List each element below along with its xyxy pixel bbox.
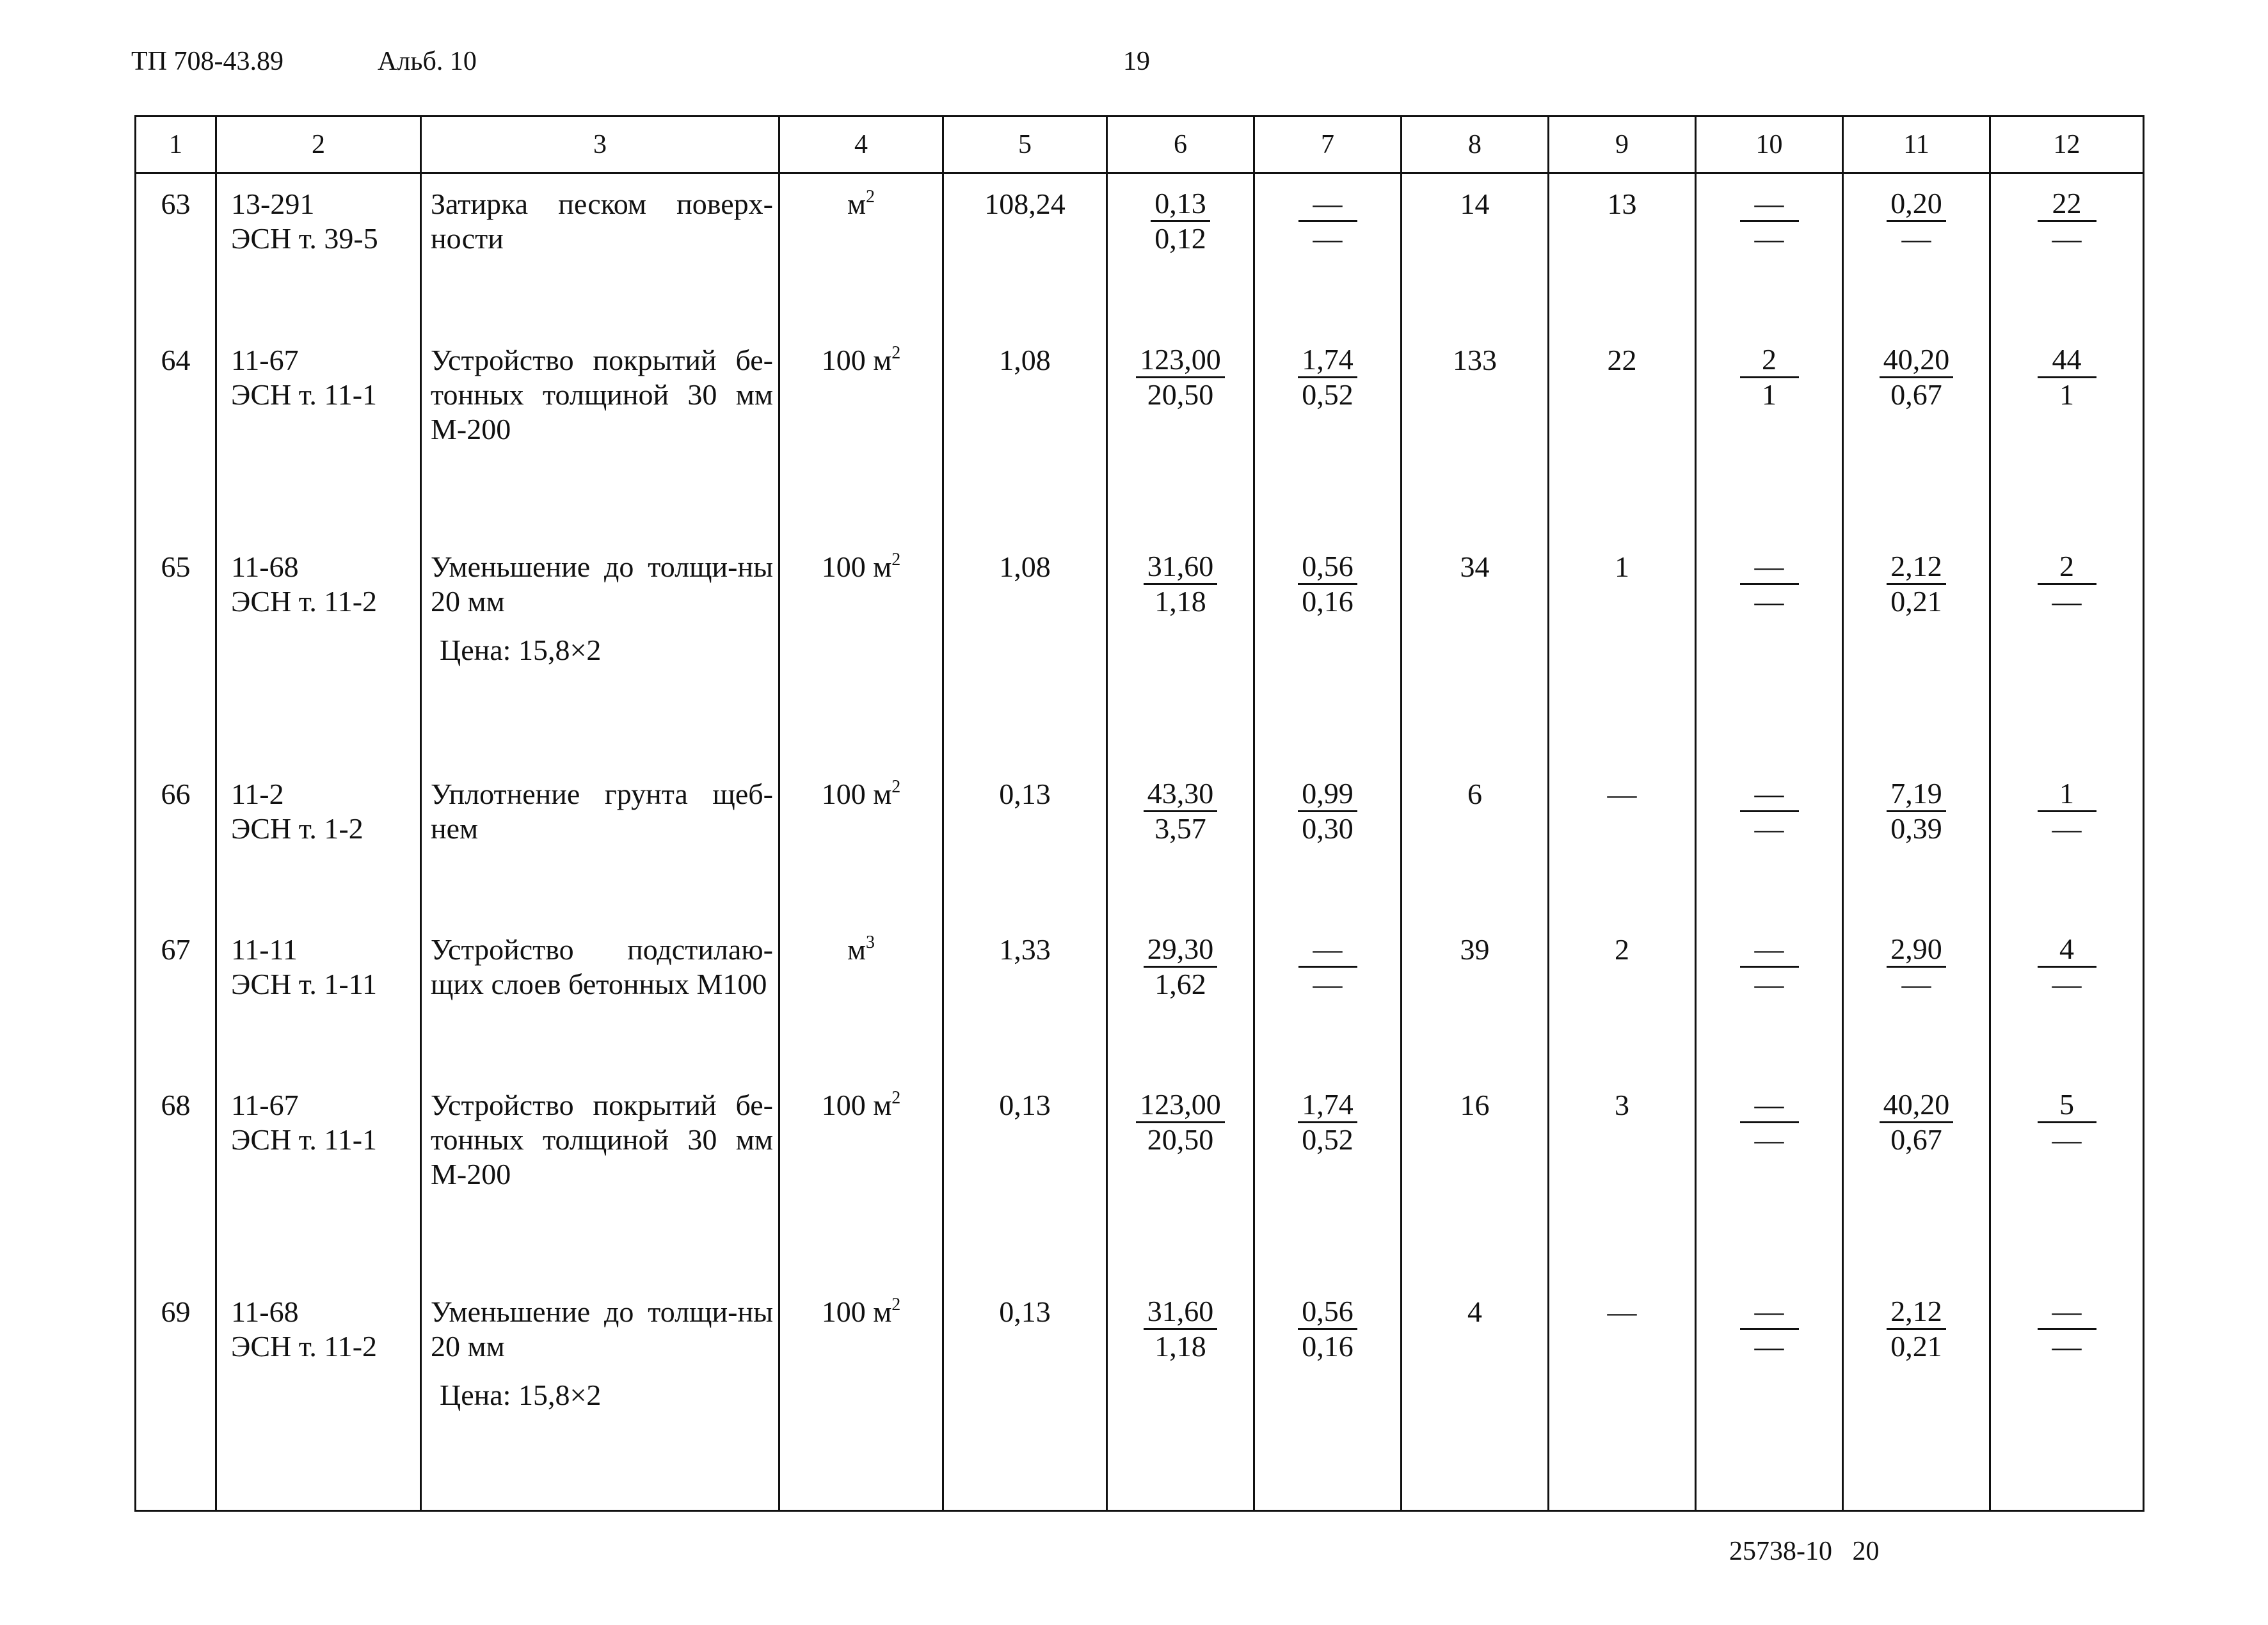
work-description-cell xyxy=(421,1282,779,1509)
page-number: 19 xyxy=(1123,47,1150,76)
fraction-numerator: 7,19 xyxy=(1887,777,1946,812)
work-description: Уплотнение грунта щеб-нем xyxy=(431,778,773,845)
unit: м xyxy=(847,188,866,220)
fraction-numerator: 22 xyxy=(2038,187,2096,222)
unit-exponent: 3 xyxy=(866,932,875,952)
fraction-value xyxy=(1298,343,1357,412)
empty-cell xyxy=(1107,1509,1254,1510)
work-description-cell xyxy=(421,537,779,764)
col9: — xyxy=(1549,764,1696,920)
fraction-denominator: — xyxy=(2052,967,2082,1000)
fraction-numerator: 29,30 xyxy=(1144,933,1218,968)
col10-cell xyxy=(1696,173,1843,330)
empty-cell xyxy=(1402,1509,1549,1510)
quantity: 1,08 xyxy=(943,537,1107,764)
col10-cell xyxy=(1696,1075,1843,1282)
fraction-numerator: — xyxy=(1740,933,1799,968)
fraction-numerator: 1 xyxy=(2038,777,2096,812)
fraction-numerator: — xyxy=(1298,933,1357,968)
fraction-value xyxy=(1740,1088,1799,1157)
col11-cell xyxy=(1843,173,1990,330)
reference-code: 11-67 xyxy=(231,1088,299,1121)
fraction-value xyxy=(1136,1088,1225,1157)
fraction-value xyxy=(1298,187,1357,255)
fraction-denominator: — xyxy=(1901,222,1931,255)
reference-cell xyxy=(216,1282,421,1509)
estimate-table-wrap xyxy=(134,115,2143,1512)
column-header-12: 12 xyxy=(1990,116,2144,173)
fraction-value xyxy=(1151,187,1210,255)
fraction-denominator: 0,16 xyxy=(1302,1329,1354,1363)
fraction-value xyxy=(1144,933,1218,1001)
price-note: Цена: 15,8×2 xyxy=(440,1378,602,1411)
fraction-denominator: — xyxy=(2052,222,2082,255)
empty-cell xyxy=(943,1509,1107,1510)
fraction-numerator: 123,00 xyxy=(1136,1088,1225,1123)
fraction-value xyxy=(1887,187,1946,255)
empty-cell xyxy=(1549,1509,1696,1510)
work-description-cell xyxy=(421,173,779,330)
col7-cell xyxy=(1254,1282,1402,1509)
reference-code: 11-68 xyxy=(231,1295,299,1328)
fraction-numerator: 0,13 xyxy=(1151,187,1210,222)
fraction-value xyxy=(1298,777,1357,845)
fraction-denominator: 0,39 xyxy=(1890,812,1942,845)
col12-cell xyxy=(1990,920,2144,1075)
unit-cell xyxy=(779,1282,943,1509)
reference-cell xyxy=(216,920,421,1075)
col10-cell xyxy=(1696,1282,1843,1509)
fraction-value xyxy=(1880,1088,1954,1157)
fraction-value xyxy=(1887,933,1946,1001)
quantity: 1,08 xyxy=(943,330,1107,537)
row-number: 63 xyxy=(136,173,216,330)
reference-norm: ЭСН т. 11-1 xyxy=(231,378,378,411)
col8: 16 xyxy=(1402,1075,1549,1282)
col11-cell xyxy=(1843,920,1990,1075)
reference-cell xyxy=(216,173,421,330)
quantity: 1,33 xyxy=(943,920,1107,1075)
column-header-9: 9 xyxy=(1549,116,1696,173)
column-header-row xyxy=(136,116,2144,173)
fraction-numerator: 2 xyxy=(1740,343,1799,378)
col6-cell xyxy=(1107,173,1254,330)
fraction-numerator: — xyxy=(1740,187,1799,222)
unit: 100 м xyxy=(821,778,892,811)
empty-cell xyxy=(421,1509,779,1510)
fraction-value xyxy=(2038,550,2096,618)
unit-cell xyxy=(779,920,943,1075)
fraction-value xyxy=(2038,1295,2096,1363)
fraction-value xyxy=(1740,550,1799,618)
fraction-denominator: 1,62 xyxy=(1154,967,1206,1000)
fraction-numerator: 43,30 xyxy=(1144,777,1218,812)
reference-norm: ЭСН т. 11-2 xyxy=(231,584,378,618)
estimate-table xyxy=(134,115,2144,1512)
row-number: 68 xyxy=(136,1075,216,1282)
col6-cell xyxy=(1107,1075,1254,1282)
fraction-numerator: 123,00 xyxy=(1136,343,1225,378)
fraction-value xyxy=(2038,187,2096,255)
reference-norm: ЭСН т. 11-1 xyxy=(231,1123,378,1156)
unit-exponent: 2 xyxy=(891,342,901,363)
unit-exponent: 2 xyxy=(891,777,901,797)
fraction-denominator: 1 xyxy=(2059,378,2074,411)
fraction-numerator: 0,56 xyxy=(1298,1295,1357,1330)
fraction-value xyxy=(2038,343,2096,412)
fraction-numerator: 40,20 xyxy=(1880,1088,1954,1123)
fraction-value xyxy=(1298,933,1357,1001)
reference-code: 11-67 xyxy=(231,343,299,376)
work-description: Уменьшение до толщи-ны 20 мм xyxy=(431,1295,773,1363)
reference-norm: ЭСН т. 1-11 xyxy=(231,967,378,1000)
col10-cell xyxy=(1696,537,1843,764)
work-description-cell xyxy=(421,1075,779,1282)
fraction-value xyxy=(1887,1295,1946,1363)
fraction-value xyxy=(1887,550,1946,618)
fraction-value xyxy=(2038,777,2096,845)
col9: 13 xyxy=(1549,173,1696,330)
reference-cell xyxy=(216,537,421,764)
reference-cell xyxy=(216,1075,421,1282)
empty-cell xyxy=(136,1509,216,1510)
fraction-denominator: 0,21 xyxy=(1890,584,1942,618)
unit-cell xyxy=(779,1075,943,1282)
fraction-numerator: 2,12 xyxy=(1887,1295,1946,1330)
fraction-denominator: 1,18 xyxy=(1154,1329,1206,1363)
fraction-numerator: 1,74 xyxy=(1298,343,1357,378)
work-description: Устройство покрытий бе-тонных толщиной 30 мм М-200 xyxy=(431,1088,773,1190)
row-number: 65 xyxy=(136,537,216,764)
fraction-value xyxy=(1298,550,1357,618)
fraction-value xyxy=(1740,343,1799,412)
row-number: 64 xyxy=(136,330,216,537)
col11-cell xyxy=(1843,330,1990,537)
table-filler-row xyxy=(136,1509,2144,1510)
fraction-numerator: — xyxy=(1740,1295,1799,1330)
row-number: 69 xyxy=(136,1282,216,1509)
fraction-numerator: 5 xyxy=(2038,1088,2096,1123)
fraction-value xyxy=(1298,1088,1357,1157)
footer xyxy=(1729,1536,1880,1567)
col6-cell xyxy=(1107,537,1254,764)
fraction-numerator: 0,99 xyxy=(1298,777,1357,812)
col8: 14 xyxy=(1402,173,1549,330)
fraction-value xyxy=(1298,1295,1357,1363)
fraction-numerator: 1,74 xyxy=(1298,1088,1357,1123)
unit-cell xyxy=(779,173,943,330)
fraction-value xyxy=(1740,777,1799,845)
fraction-value xyxy=(1740,933,1799,1001)
empty-cell xyxy=(216,1509,421,1510)
empty-cell xyxy=(1990,1509,2144,1510)
col7-cell xyxy=(1254,920,1402,1075)
work-description: Уменьшение до толщи-ны 20 мм xyxy=(431,550,773,618)
table-row xyxy=(136,537,2144,764)
col11-cell xyxy=(1843,537,1990,764)
col6-cell xyxy=(1107,330,1254,537)
table-row xyxy=(136,330,2144,537)
fraction-denominator: 0,12 xyxy=(1154,222,1206,255)
work-description-cell xyxy=(421,764,779,920)
footer-sheet-number: 20 xyxy=(1852,1537,1880,1566)
fraction-numerator: 2,12 xyxy=(1887,550,1946,585)
unit: 100 м xyxy=(821,550,892,583)
column-header-11: 11 xyxy=(1843,116,1990,173)
fraction-numerator: 40,20 xyxy=(1880,343,1954,378)
column-header-2: 2 xyxy=(216,116,421,173)
column-header-8: 8 xyxy=(1402,116,1549,173)
column-header-6: 6 xyxy=(1107,116,1254,173)
table-row xyxy=(136,173,2144,330)
col9: 1 xyxy=(1549,537,1696,764)
fraction-denominator: 0,67 xyxy=(1890,1123,1942,1156)
fraction-numerator: 4 xyxy=(2038,933,2096,968)
price-note: Цена: 15,8×2 xyxy=(440,633,602,666)
col6-cell xyxy=(1107,1282,1254,1509)
col9: 2 xyxy=(1549,920,1696,1075)
col10-cell xyxy=(1696,920,1843,1075)
col9: — xyxy=(1549,1282,1696,1509)
fraction-numerator: 44 xyxy=(2038,343,2096,378)
fraction-denominator: — xyxy=(1754,1123,1784,1156)
col8: 39 xyxy=(1402,920,1549,1075)
row-number: 67 xyxy=(136,920,216,1075)
fraction-value xyxy=(1144,550,1218,618)
col12-cell xyxy=(1990,330,2144,537)
work-description: Устройство покрытий бе-тонных толщиной 30 мм М-200 xyxy=(431,343,773,445)
col8: 133 xyxy=(1402,330,1549,537)
fraction-value xyxy=(2038,1088,2096,1157)
col12-cell xyxy=(1990,764,2144,920)
empty-cell xyxy=(1843,1509,1990,1510)
footer-doc-number: 25738-10 xyxy=(1729,1537,1832,1566)
col9: 22 xyxy=(1549,330,1696,537)
unit-cell xyxy=(779,537,943,764)
unit-exponent: 2 xyxy=(866,187,875,207)
fraction-denominator: — xyxy=(2052,812,2082,845)
col7-cell xyxy=(1254,764,1402,920)
reference-norm: ЭСН т. 1-2 xyxy=(231,812,363,845)
column-header-10: 10 xyxy=(1696,116,1843,173)
fraction-denominator: — xyxy=(1901,967,1931,1000)
col9: 3 xyxy=(1549,1075,1696,1282)
column-header-7: 7 xyxy=(1254,116,1402,173)
fraction-value xyxy=(1136,343,1225,412)
col8: 4 xyxy=(1402,1282,1549,1509)
unit: 100 м xyxy=(821,343,892,376)
fraction-numerator: 0,20 xyxy=(1887,187,1946,222)
fraction-denominator: — xyxy=(2052,584,2082,618)
unit-exponent: 2 xyxy=(891,1294,901,1315)
quantity: 0,13 xyxy=(943,1075,1107,1282)
unit: м xyxy=(847,933,866,966)
col12-cell xyxy=(1990,1075,2144,1282)
fraction-denominator: — xyxy=(1754,967,1784,1000)
col10-cell xyxy=(1696,330,1843,537)
unit: 100 м xyxy=(821,1088,892,1121)
col7-cell xyxy=(1254,1075,1402,1282)
col11-cell xyxy=(1843,1282,1990,1509)
fraction-denominator: — xyxy=(1754,584,1784,618)
unit-cell xyxy=(779,330,943,537)
quantity: 108,24 xyxy=(943,173,1107,330)
fraction-denominator: — xyxy=(1754,812,1784,845)
reference-norm: ЭСН т. 39-5 xyxy=(231,222,378,255)
col10-cell xyxy=(1696,764,1843,920)
table-body xyxy=(136,173,2144,1511)
empty-cell xyxy=(1254,1509,1402,1510)
fraction-value xyxy=(1740,187,1799,255)
column-header-3: 3 xyxy=(421,116,779,173)
col12-cell xyxy=(1990,173,2144,330)
col11-cell xyxy=(1843,1075,1990,1282)
fraction-denominator: 0,52 xyxy=(1302,378,1354,411)
fraction-numerator: 2 xyxy=(2038,550,2096,585)
col7-cell xyxy=(1254,537,1402,764)
unit-cell xyxy=(779,764,943,920)
fraction-numerator: 31,60 xyxy=(1144,1295,1218,1330)
quantity: 0,13 xyxy=(943,1282,1107,1509)
table-row xyxy=(136,1282,2144,1509)
reference-cell xyxy=(216,764,421,920)
column-header-4: 4 xyxy=(779,116,943,173)
reference-code: 11-2 xyxy=(231,778,284,811)
col11-cell xyxy=(1843,764,1990,920)
col7-cell xyxy=(1254,330,1402,537)
reference-code: 13-291 xyxy=(231,188,315,220)
fraction-numerator: — xyxy=(2038,1295,2096,1330)
fraction-denominator: — xyxy=(1754,1329,1784,1363)
work-description: Устройство подстилаю-щих слоев бетонных М100 xyxy=(431,933,773,1000)
fraction-denominator: 3,57 xyxy=(1154,812,1206,845)
fraction-value xyxy=(1144,1295,1218,1363)
fraction-numerator: 2,90 xyxy=(1887,933,1946,968)
col8: 34 xyxy=(1402,537,1549,764)
col8: 6 xyxy=(1402,764,1549,920)
fraction-value xyxy=(1880,343,1954,412)
work-description-cell xyxy=(421,920,779,1075)
col6-cell xyxy=(1107,764,1254,920)
fraction-value xyxy=(2038,933,2096,1001)
fraction-denominator: 0,30 xyxy=(1302,812,1354,845)
fraction-denominator: 20,50 xyxy=(1147,1123,1214,1156)
col12-cell xyxy=(1990,537,2144,764)
fraction-denominator: — xyxy=(1313,967,1343,1000)
column-header-1: 1 xyxy=(136,116,216,173)
column-header-5: 5 xyxy=(943,116,1107,173)
reference-code: 11-68 xyxy=(231,550,299,583)
empty-cell xyxy=(1696,1509,1843,1510)
fraction-value xyxy=(1144,777,1218,845)
fraction-value xyxy=(1740,1295,1799,1363)
work-description-cell xyxy=(421,330,779,537)
fraction-denominator: 1,18 xyxy=(1154,584,1206,618)
row-number: 66 xyxy=(136,764,216,920)
fraction-denominator: — xyxy=(2052,1123,2082,1156)
table-row xyxy=(136,764,2144,920)
work-description: Затирка песком поверх-ности xyxy=(431,188,773,255)
reference-cell xyxy=(216,330,421,537)
document-code: ТП 708-43.89 xyxy=(131,47,284,76)
fraction-denominator: 0,52 xyxy=(1302,1123,1354,1156)
fraction-denominator: 0,16 xyxy=(1302,584,1354,618)
fraction-denominator: — xyxy=(1754,222,1784,255)
reference-code: 11-11 xyxy=(231,933,298,966)
fraction-denominator: 0,21 xyxy=(1890,1329,1942,1363)
empty-cell xyxy=(779,1509,943,1510)
col7-cell xyxy=(1254,173,1402,330)
fraction-denominator: 20,50 xyxy=(1147,378,1214,411)
reference-norm: ЭСН т. 11-2 xyxy=(231,1329,378,1363)
album-label: Альб. 10 xyxy=(378,47,477,76)
fraction-numerator: — xyxy=(1740,550,1799,585)
fraction-denominator: 0,67 xyxy=(1890,378,1942,411)
table-row xyxy=(136,1075,2144,1282)
fraction-numerator: — xyxy=(1740,1088,1799,1123)
fraction-numerator: 31,60 xyxy=(1144,550,1218,585)
col6-cell xyxy=(1107,920,1254,1075)
unit-exponent: 2 xyxy=(891,549,901,570)
fraction-denominator: 1 xyxy=(1762,378,1777,411)
fraction-denominator: — xyxy=(2052,1329,2082,1363)
fraction-value xyxy=(1887,777,1946,845)
fraction-denominator: — xyxy=(1313,222,1343,255)
col12-cell xyxy=(1990,1282,2144,1509)
fraction-numerator: — xyxy=(1298,187,1357,222)
table-row xyxy=(136,920,2144,1075)
fraction-numerator: 0,56 xyxy=(1298,550,1357,585)
unit: 100 м xyxy=(821,1295,892,1328)
quantity: 0,13 xyxy=(943,764,1107,920)
unit-exponent: 2 xyxy=(891,1087,901,1108)
fraction-numerator: — xyxy=(1740,777,1799,812)
